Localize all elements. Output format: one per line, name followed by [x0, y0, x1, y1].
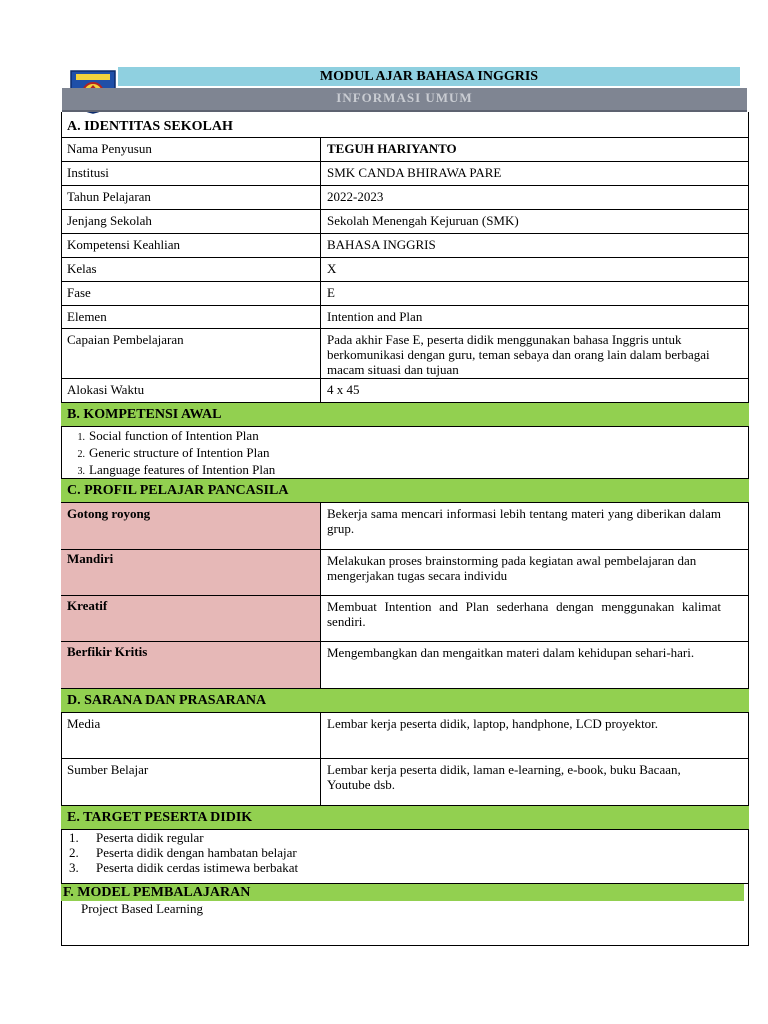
row-value: SMK CANDA BHIRAWA PARE	[327, 165, 502, 180]
document-title: MODUL AJAR BAHASA INGGRIS	[118, 67, 740, 86]
row-value: Lembar kerja peserta didik, laman e-learning, e-book, buku Bacaan, Youtube dsb.	[327, 762, 681, 792]
section-c-header	[61, 479, 749, 503]
row-value: Pada akhir Fase E, peserta didik menggunakan bahasa Inggris untuk berkomunikasi dengan guru, teman sebaya dan orang lain dalam berbagai macam situasi dan tujuan	[327, 332, 710, 377]
profile-label: Berfikir Kritis	[61, 642, 321, 688]
section-f-title: F. MODEL PEMBALAJARAN	[63, 885, 251, 900]
section-d-title: D. SARANA DAN PRASARANA	[67, 693, 267, 708]
row-value: BAHASA INGGRIS	[327, 237, 436, 252]
row-label: Jenjang Sekolah	[61, 210, 321, 233]
section-e-title: E. TARGET PESERTA DIDIK	[67, 810, 253, 825]
row-label: Capaian Pembelajaran	[61, 329, 321, 378]
list-item: 3. Language features of Intention Plan	[77, 462, 276, 477]
row-value: 4 x 45	[327, 382, 360, 397]
section-b-title: B. KOMPETENSI AWAL	[67, 407, 222, 422]
table-row	[61, 596, 749, 642]
section-e-header	[61, 806, 749, 830]
table-row	[61, 162, 749, 186]
profile-label: Mandiri	[61, 550, 321, 595]
row-value: Intention and Plan	[327, 309, 423, 324]
profile-value: Membuat Intention and Plan sederhana dengan menggunakan kalimat sendiri.	[327, 599, 721, 629]
row-label: Nama Penyusun	[61, 138, 321, 161]
table-row	[61, 550, 749, 596]
row-value: Sekolah Menengah Kejuruan (SMK)	[327, 213, 519, 228]
table-row	[61, 258, 749, 282]
table-row	[61, 503, 749, 550]
section-f-header	[61, 884, 744, 901]
table-row	[61, 138, 749, 162]
row-label: Institusi	[61, 162, 321, 185]
section-b-content	[61, 427, 749, 479]
row-label: Kompetensi Keahlian	[61, 234, 321, 257]
row-label: Fase	[61, 282, 321, 305]
list-item: 2. Peserta didik dengan hambatan belajar	[69, 845, 297, 860]
row-value: E	[327, 285, 335, 300]
section-b-header	[61, 403, 749, 427]
row-value: Lembar kerja peserta didik, laptop, handphone, LCD proyektor.	[327, 716, 659, 731]
table-row	[61, 759, 749, 806]
section-header-informasi-umum: INFORMASI UMUM	[62, 88, 747, 112]
row-label: Kelas	[61, 258, 321, 281]
list-item: 2. Generic structure of Intention Plan	[77, 445, 270, 460]
profile-value: Melakukan proses brainstorming pada kegiatan awal pembelajaran dan mengerjakan tugas secara individu	[327, 553, 697, 583]
section-e-content	[61, 830, 749, 884]
target-list	[69, 830, 743, 875]
section-a-header	[61, 112, 749, 138]
profile-value: Bekerja sama mencari informasi lebih tentang materi yang diberikan dalam grup.	[327, 506, 721, 536]
table-row	[61, 282, 749, 306]
row-value: 2022-2023	[327, 189, 384, 204]
row-label: Media	[61, 713, 321, 758]
table-row	[61, 329, 749, 379]
kompetensi-list	[67, 428, 743, 479]
row-value: X	[327, 261, 337, 276]
row-label: Elemen	[61, 306, 321, 328]
list-item: 1. Peserta didik regular	[69, 830, 204, 845]
section-f-content: Project Based Learning	[81, 901, 204, 916]
profile-label: Gotong royong	[61, 503, 321, 549]
table-row	[61, 186, 749, 210]
row-label: Sumber Belajar	[61, 759, 321, 805]
section-d-header	[61, 689, 749, 713]
table-row	[61, 713, 749, 759]
row-value: TEGUH HARIYANTO	[327, 141, 457, 156]
section-a-title: A. IDENTITAS SEKOLAH	[67, 119, 233, 134]
table-row	[61, 306, 749, 329]
table-row	[61, 642, 749, 689]
profile-value: Mengembangkan dan mengaitkan materi dalam kehidupan sehari-hari.	[327, 645, 695, 660]
section-c-title: C. PROFIL PELAJAR PANCASILA	[67, 483, 289, 498]
table-row	[61, 210, 749, 234]
list-item: 3. Peserta didik cerdas istimewa berbakat	[69, 860, 299, 875]
row-label: Tahun Pelajaran	[61, 186, 321, 209]
list-item: 1. Social function of Intention Plan	[77, 428, 259, 443]
row-label: Alokasi Waktu	[61, 379, 321, 402]
table-row	[61, 234, 749, 258]
profile-label: Kreatif	[61, 596, 321, 641]
table-row	[61, 379, 749, 403]
